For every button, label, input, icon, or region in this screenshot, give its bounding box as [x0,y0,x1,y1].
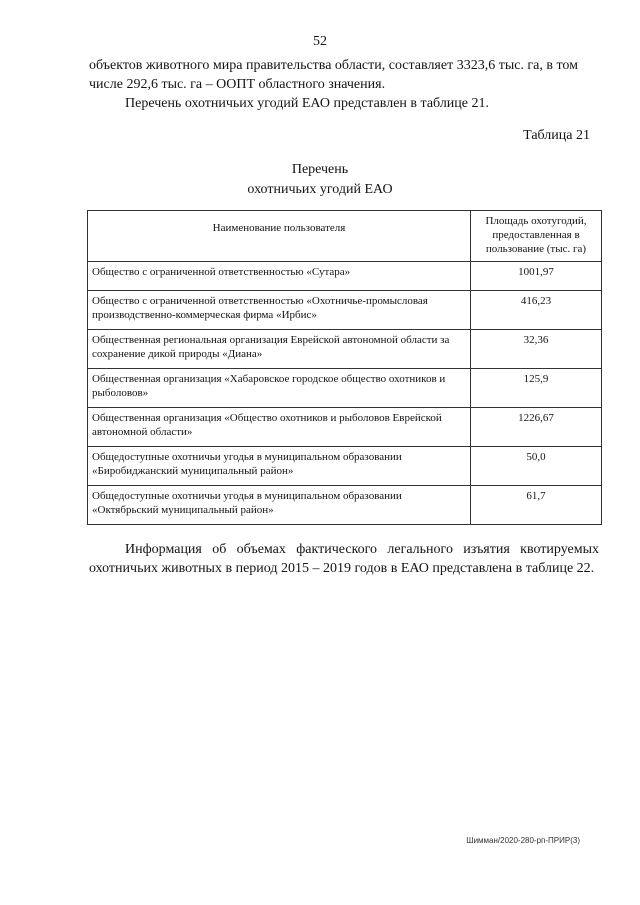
table-row [88,291,602,330]
table-title [0,160,640,200]
row-name: Общество с ограниченной ответственностью «Охотничье-промысловая производственно-коммерческая фирма «Ирбис» [88,291,471,330]
row-name: Общественная организация «Общество охотников и рыболовов Еврейской автономной области» [88,408,471,447]
header-area: Площадь охотугодий, предоставленная в пользование (тыс. га) [471,211,602,262]
row-area: 1226,67 [471,408,602,447]
row-name: Общественная организация «Хабаровское городское общество охотников и рыболовов» [88,369,471,408]
table-title-line-1: Перечень [291,162,349,177]
row-name: Общедоступные охотничьи угодья в муниципальном образовании «Октябрьский муниципальный район» [88,486,471,525]
table-header-row [88,211,602,262]
header-name: Наименование пользователя [88,211,471,262]
row-area: 416,23 [471,291,602,330]
row-area: 125,9 [471,369,602,408]
page-number: 52 [313,34,327,49]
row-area: 61,7 [471,486,602,525]
intro-line-2: Перечень охотничьих угодий ЕАО представлен в таблице 21. [125,96,489,111]
footer-document-code: Шимман/2020-280-рп-ПРИР(3) [466,836,580,845]
row-name: Общественная региональная организация Еврейской автономной области за сохранение дикой природы «Диана» [88,330,471,369]
table-row [88,408,602,447]
table-row [88,486,602,525]
table-row [88,447,602,486]
row-area: 32,36 [471,330,602,369]
hunting-grounds-table [87,210,602,525]
table-caption: Таблица 21 [523,128,590,143]
row-area: 1001,97 [471,262,602,291]
intro-line-1: объектов животного мира правительства области, составляет 3323,6 тыс. га, в том числе 292,6 тыс. га – ООПТ областного значения. [89,58,579,92]
table-row [88,330,602,369]
after-table-paragraph: Информация об объемах фактического легального изъятия квотируемых охотничьих животных в период 2015 – 2019 годов в ЕАО представлена в таблице 22. [89,542,599,576]
table-row [88,369,602,408]
table-row [88,262,602,291]
intro-paragraph [89,56,599,113]
row-area: 50,0 [471,447,602,486]
table-title-line-2: охотничьих угодий ЕАО [247,182,393,197]
row-name: Общедоступные охотничьи угодья в муниципальном образовании «Биробиджанский муниципальный район» [88,447,471,486]
row-name: Общество с ограниченной ответственностью «Сутара» [88,262,471,291]
